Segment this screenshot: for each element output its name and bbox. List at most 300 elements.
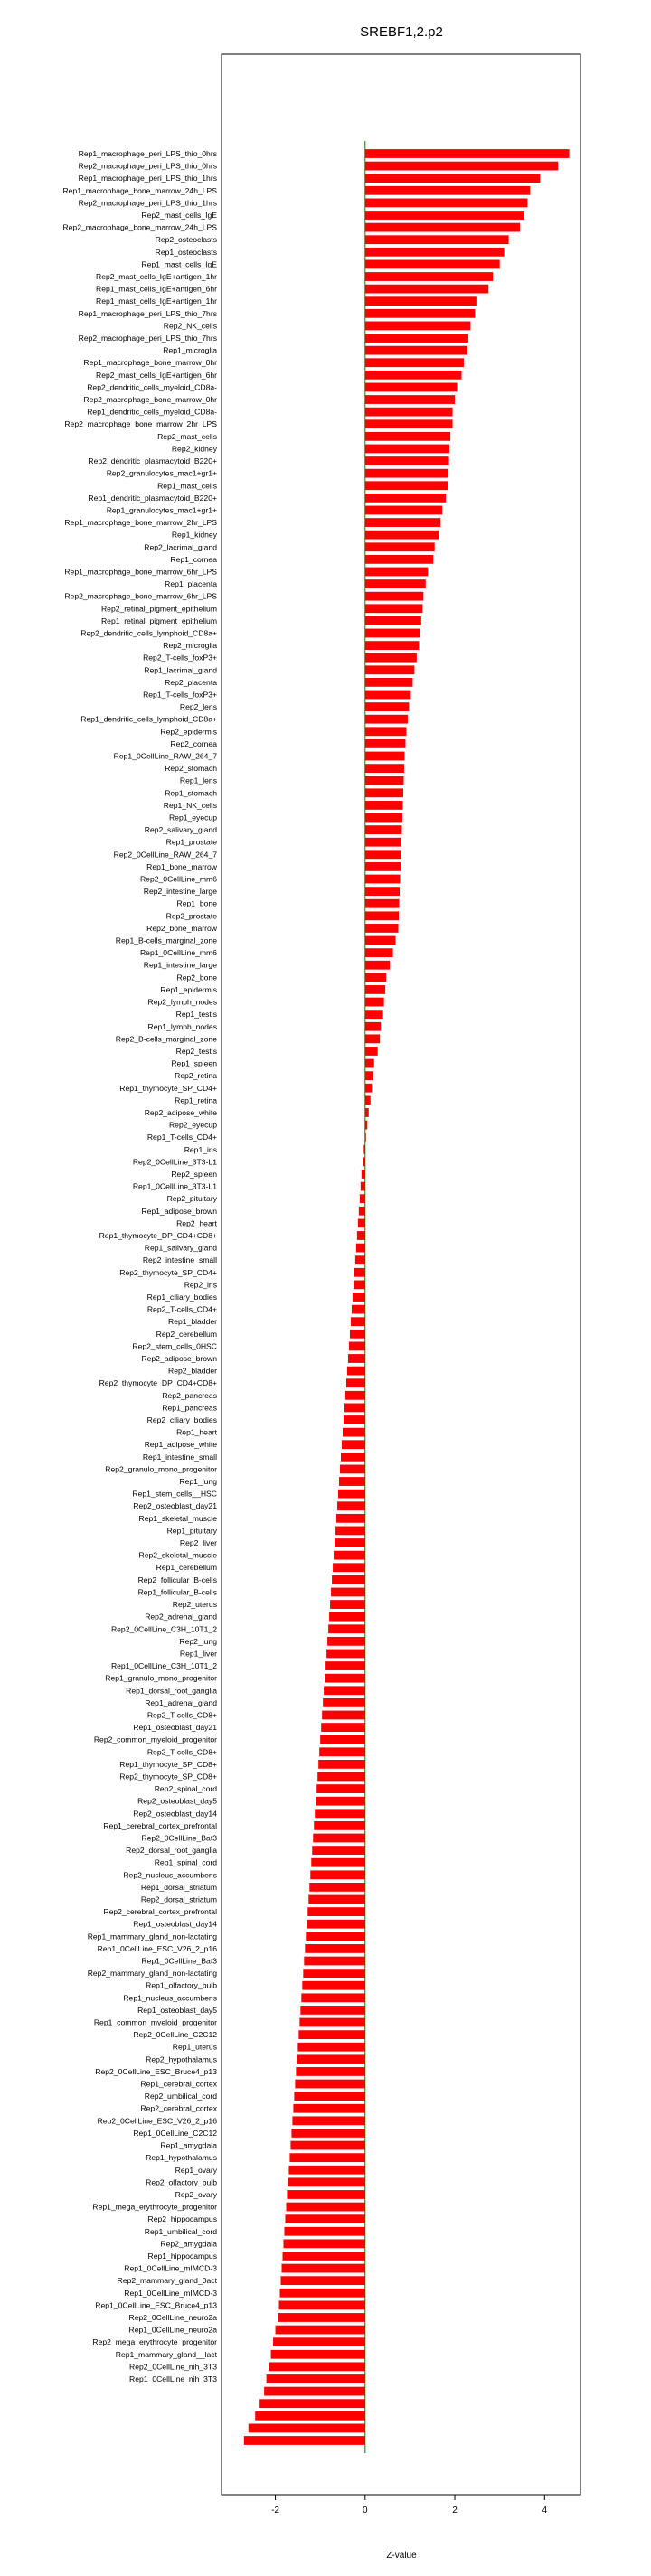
bar	[365, 223, 520, 232]
bar	[320, 1735, 365, 1744]
bar	[335, 1527, 365, 1536]
bar	[365, 739, 406, 748]
category-label: Rep1_0CellLine_ESC_V26_2_p16	[97, 1943, 217, 1953]
category-label: Rep2_nucleus_accumbens	[123, 1870, 217, 1880]
category-label: Rep2_mast_cells_IgE+antigen_6hr	[95, 370, 217, 380]
category-label: Rep2_0CellLine_Baf3	[141, 1833, 217, 1843]
category-label: Rep2_dorsal_root_ganglia	[126, 1846, 217, 1856]
category-label: Rep2_microglia	[163, 641, 217, 651]
bar	[295, 2080, 364, 2089]
category-label: Rep2_dendritic_cells_lymphoid_CD8a+	[80, 628, 217, 638]
bar	[302, 1981, 364, 1990]
category-label: Rep2_T-cells_CD8+	[146, 1747, 217, 1757]
bar	[365, 235, 509, 244]
bar	[365, 285, 488, 294]
category-label: Rep2_T-cells_CD8+	[146, 1710, 217, 1720]
bar	[365, 752, 405, 761]
category-label: Rep1_thymocyte_SP_CD4+	[119, 1083, 217, 1093]
bar	[365, 764, 404, 773]
category-label: Rep2_lung	[179, 1636, 217, 1646]
bar	[365, 322, 471, 331]
category-label: Rep2_prostate	[165, 911, 217, 921]
bar	[365, 149, 570, 158]
bar	[336, 1514, 365, 1523]
category-label: Rep1_0CellLine_3T3-L1	[132, 1181, 217, 1191]
bar	[365, 555, 433, 564]
bar	[283, 2239, 364, 2248]
category-label: Rep1_olfactory_bulb	[146, 1980, 217, 1990]
bar	[365, 542, 435, 551]
bar	[365, 408, 453, 417]
bar	[361, 1182, 365, 1191]
bar	[325, 1674, 365, 1683]
category-label: Rep2_B-cells_marginal_zone	[115, 1034, 217, 1044]
category-label: Rep2_retinal_pigment_epithelium	[100, 604, 217, 614]
bar	[292, 2116, 364, 2125]
bar	[365, 862, 401, 871]
bar	[334, 1551, 365, 1560]
bar	[365, 911, 399, 920]
category-label: Rep1_cerebral_cortex_prefrontal	[103, 1820, 217, 1830]
bar	[333, 1563, 365, 1572]
bar	[365, 936, 396, 945]
category-label: Rep2_testis	[175, 1046, 217, 1056]
bar	[340, 1465, 365, 1474]
category-label: Rep2_mast_cells_IgE	[141, 211, 217, 221]
bar	[365, 727, 407, 736]
bar	[365, 1010, 383, 1019]
category-label: Rep2_common_myeloid_progenitor	[93, 1735, 217, 1744]
bar	[365, 702, 410, 711]
category-label: Rep2_mast_cells	[157, 431, 217, 441]
bar	[304, 1957, 364, 1966]
bar	[301, 1993, 364, 2002]
category-label: Rep1_0CellLine_C2C12	[133, 2128, 217, 2138]
bar	[267, 2374, 365, 2383]
category-label: Rep1_intestine_small	[142, 1452, 217, 1462]
category-label: Rep1_NK_cells	[163, 800, 217, 810]
bar	[365, 260, 500, 269]
category-label: Rep1_0CellLine_RAW_264_7	[113, 751, 217, 761]
bar	[347, 1367, 365, 1376]
bar	[335, 1538, 365, 1547]
category-label: Rep1_stomach	[165, 788, 217, 798]
bar	[365, 948, 393, 957]
category-label: Rep1_thymocyte_SP_CD8+	[119, 1759, 217, 1769]
bar	[308, 1895, 365, 1904]
bar	[331, 1588, 365, 1597]
bar	[365, 592, 424, 601]
bar	[353, 1293, 365, 1302]
bar	[365, 875, 401, 884]
category-label: Rep1_macrophage_bone_marrow_6hr_LPS	[64, 567, 217, 577]
bar	[365, 985, 385, 994]
bar	[328, 1624, 365, 1633]
category-label: Rep2_dorsal_striatum	[140, 1894, 217, 1904]
category-label: Rep1_cerebellum	[156, 1563, 217, 1573]
bar	[305, 1944, 364, 1953]
bar	[365, 665, 415, 674]
category-label: Rep2_thymocyte_SP_CD8+	[119, 1772, 217, 1782]
bar	[321, 1723, 365, 1732]
bar	[356, 1244, 365, 1253]
bar	[279, 2300, 365, 2309]
category-label: Rep2_0CellLine_ESC_V26_2_p16	[97, 2116, 217, 2126]
chart-title: SREBF1,2.p2	[360, 24, 443, 40]
bar	[281, 2276, 365, 2285]
category-label: Rep1_epidermis	[160, 984, 217, 994]
category-label: Rep2_mast_cells_IgE+antigen_1hr	[95, 272, 217, 282]
category-label: Rep1_adipose_white	[144, 1440, 217, 1450]
category-label: Rep2_macrophage_peri_LPS_thio_1hrs	[78, 198, 217, 208]
bar	[287, 2190, 364, 2199]
category-label: Rep1_0CellLine_mm6	[139, 948, 217, 958]
category-label: Rep2_eyecup	[168, 1120, 217, 1130]
category-label: Rep1_spleen	[171, 1058, 217, 1068]
bar	[259, 2399, 365, 2408]
bar	[365, 616, 421, 625]
bar	[355, 1255, 365, 1264]
category-label: Rep2_mammary_gland_0act	[117, 2276, 217, 2286]
bar	[365, 776, 404, 785]
category-label: Rep2_0CellLine_C2C12	[133, 2030, 217, 2040]
bar	[365, 358, 464, 367]
category-label: Rep2_macrophage_peri_LPS_thio_7hrs	[78, 334, 217, 343]
category-label: Rep1_macrophage_peri_LPS_thio_7hrs	[78, 308, 217, 318]
bar	[360, 1194, 365, 1203]
bar	[345, 1391, 365, 1400]
bar	[365, 813, 402, 823]
category-label: Rep2_ciliary_bodies	[146, 1415, 217, 1425]
category-label: Rep1_adipose_brown	[141, 1206, 217, 1216]
category-label: Rep1_mammary_gland__lact	[115, 2349, 217, 2359]
bar	[365, 801, 403, 810]
category-label: Rep2_macrophage_bone_marrow_2hr_LPS	[64, 419, 217, 429]
category-label: Rep1_salivary_gland	[144, 1243, 217, 1253]
category-label: Rep2_spleen	[171, 1169, 217, 1179]
bar	[365, 309, 476, 318]
category-label: Rep2_intestine_small	[142, 1255, 217, 1265]
bar	[365, 653, 417, 663]
category-label: Rep1_dendritic_plasmacytoid_B220+	[88, 493, 217, 503]
category-label: Rep2_granulo_mono_progenitor	[105, 1464, 217, 1474]
bar	[358, 1218, 365, 1227]
bar	[365, 678, 413, 687]
category-label: Rep2_umbilical_cord	[144, 2092, 217, 2101]
category-label: Rep2_pituitary	[166, 1194, 217, 1204]
category-label: Rep1_granulo_mono_progenitor	[105, 1673, 217, 1683]
category-label: Rep1_cornea	[170, 554, 217, 564]
bar	[319, 1747, 365, 1756]
category-label: Rep1_ciliary_bodies	[146, 1293, 217, 1302]
category-label: Rep1_retina	[175, 1095, 217, 1105]
bar	[354, 1281, 365, 1290]
category-label: Rep2_retina	[175, 1071, 217, 1081]
category-label: Rep1_0CellLine_ESC_Bruce4_p13	[95, 2300, 217, 2310]
category-label: Rep1_macrophage_bone_marrow_2hr_LPS	[64, 518, 217, 528]
category-label: Rep1_0CellLine_C3H_10T1_2	[110, 1661, 217, 1671]
bar	[365, 456, 449, 465]
category-label: Rep2_0CellLine_neuro2a	[128, 2312, 217, 2322]
bar	[365, 506, 442, 515]
category-label: Rep2_uterus	[172, 1600, 217, 1610]
category-label: Rep2_0CellLine_nih_3T3	[129, 2362, 217, 2372]
bar	[365, 961, 390, 970]
category-label: Rep1_mast_cells_IgE+antigen_6hr	[95, 284, 217, 294]
category-label: Rep2_follicular_B-cells	[137, 1575, 217, 1584]
bar	[365, 568, 428, 577]
category-label: Rep2_lens	[179, 702, 217, 712]
category-label: Rep2_thymocyte_SP_CD4+	[119, 1267, 217, 1277]
bar	[269, 2362, 365, 2371]
bar	[365, 186, 531, 195]
category-label: Rep1_macrophage_bone_marrow_24h_LPS	[62, 185, 217, 195]
category-label: Rep2_kidney	[171, 444, 217, 454]
bar	[326, 1661, 365, 1670]
x-axis	[271, 2495, 547, 2515]
bar	[365, 641, 420, 650]
category-label: Rep1_eyecup	[168, 813, 217, 823]
category-label: Rep1_mast_cells	[157, 481, 217, 491]
bar	[365, 346, 467, 355]
bar	[342, 1440, 365, 1449]
bar	[365, 691, 411, 700]
bar	[352, 1305, 365, 1314]
category-label: Rep1_osteoclasts	[155, 247, 217, 257]
bar	[365, 199, 528, 208]
category-label: Rep1_follicular_B-cells	[137, 1587, 217, 1597]
bar	[365, 579, 426, 588]
bar	[365, 334, 468, 343]
bar	[271, 2350, 365, 2359]
bar	[365, 887, 400, 896]
category-label: Rep2_macrophage_peri_LPS_thio_0hrs	[78, 161, 217, 171]
bar	[354, 1268, 365, 1277]
bar	[365, 518, 440, 527]
bar	[365, 296, 477, 306]
bar	[281, 2264, 364, 2273]
category-label: Rep2_hippocampus	[147, 2214, 217, 2224]
bar	[318, 1760, 365, 1769]
category-label: Rep2_cornea	[170, 738, 217, 748]
category-label: Rep2_ovary	[175, 2189, 217, 2199]
category-label: Rep1_bone	[176, 898, 217, 908]
bar	[357, 1231, 365, 1240]
category-label: Rep1_skeletal_muscle	[138, 1513, 217, 1523]
bar	[329, 1612, 365, 1622]
bar	[288, 2166, 364, 2175]
category-label: Rep1_mast_cells_IgE	[141, 259, 217, 269]
category-label: Rep1_hippocampus	[147, 2251, 217, 2261]
bar	[365, 162, 558, 171]
bar	[255, 2411, 365, 2421]
category-label: Rep1_thymocyte_DP_CD4+CD8+	[99, 1230, 217, 1240]
category-label: Rep2_0CellLine_mm6	[139, 874, 217, 884]
category-label: Rep2_dendritic_cells_myeloid_CD8a-	[87, 382, 217, 392]
bar	[322, 1711, 365, 1720]
bar	[297, 2054, 364, 2064]
category-label: Rep2_T-cells_foxP3+	[143, 653, 217, 663]
category-label: Rep2_bone	[176, 973, 217, 982]
bar	[315, 1809, 365, 1818]
bar	[349, 1342, 365, 1351]
category-label: Rep1_lung	[179, 1477, 217, 1487]
bar	[285, 2214, 364, 2223]
bar	[365, 272, 493, 281]
bar	[365, 248, 505, 257]
bar	[324, 1686, 365, 1695]
category-label: Rep1_granulocytes_mac1+gr1+	[106, 505, 217, 515]
bar	[306, 1932, 365, 1941]
bar	[365, 604, 423, 613]
category-label: Rep1_hypothalamus	[146, 2153, 217, 2163]
category-label: Rep1_adrenal_gland	[145, 1697, 217, 1707]
category-label: Rep2_intestine_large	[143, 887, 217, 897]
category-label: Rep1_mammary_gland_non-lactating	[87, 1932, 217, 1941]
bar	[307, 1920, 365, 1929]
category-label: Rep1_osteoblast_day14	[133, 1919, 217, 1929]
bar	[350, 1330, 365, 1339]
bar	[365, 445, 449, 454]
category-labels-group	[62, 149, 217, 2383]
bar	[362, 1170, 365, 1179]
category-label: Rep2_epidermis	[160, 727, 217, 737]
bar	[290, 2141, 364, 2150]
bar	[343, 1428, 365, 1437]
category-label: Rep1_umbilical_cord	[144, 2226, 217, 2236]
category-label: Rep2_0CellLine_C3H_10T1_2	[110, 1624, 217, 1634]
bar	[365, 395, 455, 404]
category-label: Rep2_liver	[179, 1538, 217, 1548]
category-label: Rep2_olfactory_bulb	[146, 2177, 217, 2187]
category-label: Rep1_B-cells_marginal_zone	[115, 935, 217, 945]
x-tick-label: 0	[363, 2505, 368, 2515]
bar	[365, 1071, 373, 1080]
bar	[365, 531, 439, 540]
bar	[365, 383, 458, 392]
bar	[312, 1846, 365, 1855]
bar	[338, 1490, 365, 1499]
category-label: Rep1_bone_marrow	[146, 861, 217, 871]
category-label: Rep2_hypothalamus	[146, 2054, 217, 2064]
bar	[365, 1095, 371, 1105]
bar	[365, 838, 401, 847]
bar	[280, 2289, 365, 2298]
bar	[365, 494, 446, 503]
category-label: Rep1_ovary	[175, 2165, 217, 2175]
category-label: Rep2_stem_cells_0HSC	[132, 1341, 217, 1351]
category-label: Rep2_thymocyte_DP_CD4+CD8+	[99, 1378, 217, 1388]
bar	[365, 211, 524, 220]
bar	[365, 371, 462, 380]
bar	[365, 1059, 374, 1068]
bar	[365, 899, 400, 908]
category-label: Rep2_dendritic_plasmacytoid_B220+	[88, 456, 217, 466]
category-label: Rep2_adipose_brown	[141, 1354, 217, 1364]
category-label: Rep2_osteoclasts	[155, 235, 217, 245]
bar	[310, 1870, 365, 1879]
category-label: Rep1_lens	[179, 776, 217, 785]
category-label: Rep1_lacrimal_gland	[144, 665, 217, 675]
bar	[365, 850, 401, 859]
bar	[309, 1883, 365, 1892]
category-label: Rep1_pancreas	[162, 1403, 217, 1413]
category-label: Rep1_uterus	[172, 2042, 217, 2052]
bar	[344, 1404, 365, 1413]
bar	[365, 419, 453, 428]
bar	[365, 1084, 372, 1093]
category-label: Rep1_T-cells_CD4+	[146, 1133, 217, 1142]
category-label: Rep1_liver	[179, 1649, 217, 1659]
category-label: Rep2_0CellLine_ESC_Bruce4_p13	[95, 2066, 217, 2076]
bar	[300, 2006, 364, 2015]
category-label: Rep2_T-cells_CD4+	[146, 1304, 217, 1314]
category-label: Rep1_0CellLine_Baf3	[141, 1956, 217, 1966]
bar	[288, 2177, 364, 2186]
category-label: Rep2_macrophage_bone_marrow_24h_LPS	[62, 222, 217, 232]
category-label: Rep2_0CellLine_3T3-L1	[132, 1157, 217, 1167]
x-axis-label: Z-value	[386, 2551, 417, 2561]
bar	[359, 1207, 365, 1216]
category-label: Rep1_lymph_nodes	[147, 1021, 217, 1031]
category-label: Rep1_nucleus_accumbens	[123, 1993, 217, 2003]
bar	[278, 2313, 365, 2322]
category-label: Rep2_amygdala	[160, 2239, 217, 2249]
category-label: Rep2_adipose_white	[144, 1107, 217, 1117]
category-label: Rep2_lymph_nodes	[147, 997, 217, 1007]
bar	[348, 1354, 365, 1363]
bar	[337, 1501, 365, 1510]
bar	[365, 788, 403, 797]
category-label: Rep2_granulocytes_mac1+gr1+	[106, 468, 217, 478]
bar	[314, 1821, 365, 1830]
x-tick-label: 4	[542, 2505, 548, 2515]
category-label: Rep1_retinal_pigment_epithelium	[100, 616, 217, 625]
category-label: Rep2_salivary_gland	[144, 825, 217, 835]
bar	[330, 1600, 365, 1609]
bar	[316, 1784, 365, 1793]
bar	[298, 2030, 364, 2039]
bar	[351, 1317, 365, 1326]
bar	[326, 1650, 365, 1659]
category-label: Rep1_microglia	[163, 345, 217, 355]
bar	[365, 973, 386, 982]
category-label: Rep1_prostate	[165, 837, 217, 847]
category-label: Rep1_dendritic_cells_myeloid_CD8a-	[87, 407, 217, 417]
category-label: Rep2_stomach	[165, 764, 217, 774]
bar	[291, 2129, 364, 2138]
category-label: Rep1_placenta	[165, 579, 217, 589]
category-label: Rep1_spinal_cord	[154, 1857, 217, 1867]
bar	[365, 432, 450, 441]
category-label: Rep2_cerebellum	[156, 1329, 217, 1339]
bar	[344, 1415, 365, 1424]
bar	[365, 1047, 378, 1056]
category-label: Rep1_bladder	[168, 1317, 217, 1327]
category-label: Rep1_dorsal_striatum	[140, 1882, 217, 1892]
bar	[273, 2337, 365, 2346]
category-label: Rep1_pituitary	[166, 1526, 217, 1536]
bar	[293, 2104, 364, 2113]
category-label: Rep2_placenta	[165, 677, 217, 687]
category-label: Rep2_heart	[176, 1218, 217, 1228]
bar	[317, 1772, 365, 1782]
category-label: Rep1_cerebral_cortex	[140, 2079, 217, 2089]
bar	[244, 2436, 365, 2445]
category-label: Rep1_intestine_large	[143, 960, 217, 970]
bar	[282, 2252, 364, 2261]
bar	[276, 2326, 365, 2335]
